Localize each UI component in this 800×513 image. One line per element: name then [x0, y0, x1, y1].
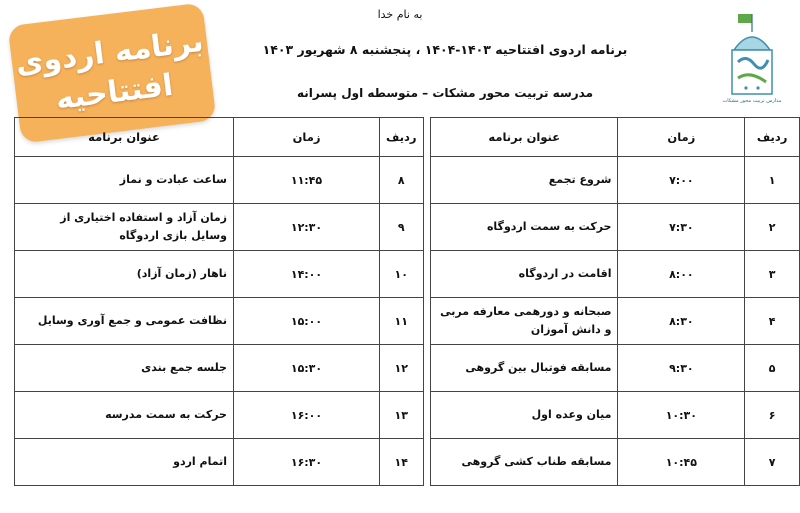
row-time: ۱۵:۳۰ [234, 345, 380, 392]
row-title: شروع تجمع [431, 157, 618, 204]
bismillah-heading: به نام خدا [377, 8, 423, 21]
row-time: ۱۶:۰۰ [234, 392, 380, 439]
table-row [15, 157, 424, 204]
row-title: میان وعده اول [431, 392, 618, 439]
table-row [15, 392, 424, 439]
table-row [431, 204, 800, 251]
row-time: ۹:۳۰ [618, 345, 745, 392]
table-row [431, 298, 800, 345]
row-title: جلسه جمع بندی [15, 345, 234, 392]
row-num: ۶ [745, 392, 800, 439]
row-time: ۱۲:۳۰ [234, 204, 380, 251]
row-title: اقامت در اردوگاه [431, 251, 618, 298]
column-header-title: عنوان برنامه [15, 118, 234, 157]
row-num: ۱۰ [380, 251, 424, 298]
school-logo [716, 10, 788, 110]
row-time: ۱۰:۳۰ [618, 392, 745, 439]
logo-dome [734, 37, 770, 50]
column-header-num: ردیف [380, 118, 424, 157]
schedule-table-left [14, 117, 424, 486]
row-time: ۷:۰۰ [618, 157, 745, 204]
page-title: برنامه اردوی افتتاحیه ۱۴۰۳-۱۴۰۴ ، پنجشنبه ۸ شهریور ۱۴۰۳ [262, 42, 628, 57]
logo-flag [738, 14, 752, 23]
row-num: ۵ [745, 345, 800, 392]
table-row [431, 251, 800, 298]
row-title: ساعت عبادت و نماز [15, 157, 234, 204]
row-num: ۸ [380, 157, 424, 204]
row-title: مسابقه طناب کشی گروهی [431, 439, 618, 486]
column-header-time: زمان [618, 118, 745, 157]
table-row [431, 345, 800, 392]
table-row [15, 204, 424, 251]
row-time: ۱۵:۰۰ [234, 298, 380, 345]
row-num: ۲ [745, 204, 800, 251]
table-row [431, 439, 800, 486]
row-num: ۴ [745, 298, 800, 345]
table-header-row [431, 118, 800, 157]
row-num: ۱۴ [380, 439, 424, 486]
row-title: اتمام اردو [15, 439, 234, 486]
row-title: نظافت عمومی و جمع آوری وسایل [15, 298, 234, 345]
row-time: ۱۶:۳۰ [234, 439, 380, 486]
row-time: ۸:۰۰ [618, 251, 745, 298]
row-num: ۳ [745, 251, 800, 298]
schedule-table-right [430, 117, 800, 486]
page-subtitle: مدرسه تربیت محور مشکات – متوسطه اول پسرانه [296, 86, 594, 100]
table-row [431, 392, 800, 439]
table-row [431, 157, 800, 204]
table-row [15, 345, 424, 392]
logo-caption: مدارس تربیت محور مشکات [722, 98, 782, 104]
row-title: مسابقه فوتبال بین گروهی [431, 345, 618, 392]
row-time: ۸:۳۰ [618, 298, 745, 345]
column-header-time: زمان [234, 118, 380, 157]
row-num: ۱۳ [380, 392, 424, 439]
row-title: صبحانه و دورهمی معارفه مربی و دانش آموزان [431, 298, 618, 345]
table-row [15, 298, 424, 345]
row-time: ۱۴:۰۰ [234, 251, 380, 298]
row-title: ناهار (زمان آزاد) [15, 251, 234, 298]
row-num: ۹ [380, 204, 424, 251]
row-time: ۱۱:۴۵ [234, 157, 380, 204]
sticker-line-1: برنامه اردوی [13, 23, 206, 82]
row-num: ۷ [745, 439, 800, 486]
row-time: ۷:۳۰ [618, 204, 745, 251]
table-row [15, 439, 424, 486]
table-header-row [15, 118, 424, 157]
sticker-line-2: افتتاحیه [53, 67, 175, 117]
table-row [15, 251, 424, 298]
column-header-num: ردیف [745, 118, 800, 157]
row-title: زمان آزاد و استفاده اختیاری از وسایل بازی اردوگاه [15, 204, 234, 251]
row-num: ۱۱ [380, 298, 424, 345]
row-title: حرکت به سمت مدرسه [15, 392, 234, 439]
row-num: ۱ [745, 157, 800, 204]
row-title: حرکت به سمت اردوگاه [431, 204, 618, 251]
row-time: ۱۰:۴۵ [618, 439, 745, 486]
row-num: ۱۲ [380, 345, 424, 392]
column-header-title: عنوان برنامه [431, 118, 618, 157]
